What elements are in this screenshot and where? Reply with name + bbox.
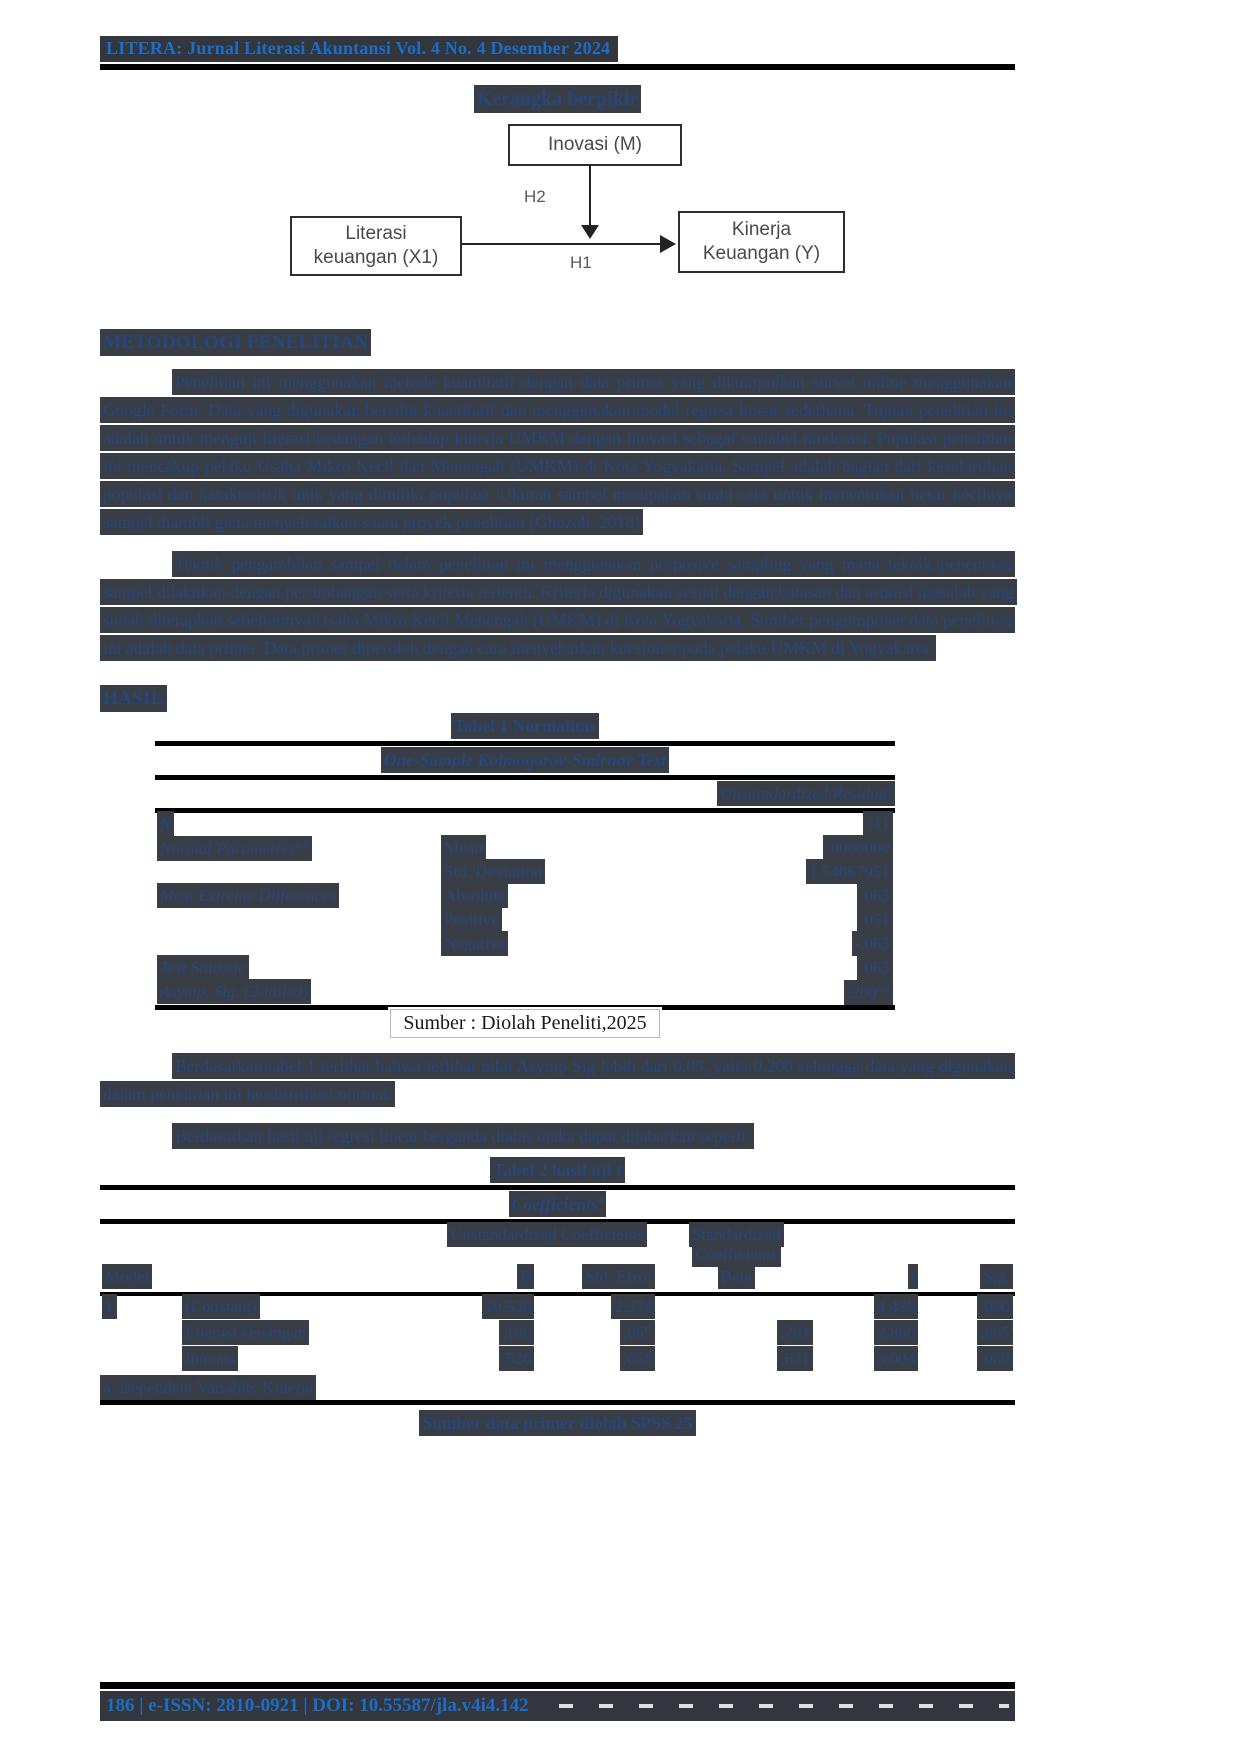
table1-body (155, 813, 895, 1005)
results-paragraph-2: Berdasarkan hasil uji regresi linear berganda diatas maka dapat dijabarkan seperti: (100, 1122, 1015, 1150)
header-rule (100, 64, 1015, 70)
table2-rule-bottom (100, 1400, 1015, 1405)
table1-title: Tabel 1 Normalitas (155, 716, 895, 737)
table-row: Test Statistic .065 (155, 957, 895, 981)
node-inovasi: Inovasi (M) (508, 124, 682, 166)
journal-title: LITERA: Jurnal Literasi Akuntansi Vol. 4 No. 4 Desember 2024 (106, 38, 611, 58)
table1-subtitle: One-Sample Kolmogorov-Smirnov Test (155, 750, 895, 771)
page-header (100, 0, 1015, 70)
table1-rule-top (155, 741, 895, 746)
table-row: Negative -.065 (155, 933, 895, 957)
table-row: Positive .051 (155, 909, 895, 933)
table2-caption: Sumber data primer diolah SPSS 25 (100, 1413, 1015, 1434)
table1-caption: Sumber : Diolah Peneliti,2025 (390, 1009, 659, 1038)
table1-caption-wrap (155, 1009, 895, 1038)
methodology-heading: METODOLOGI PENELITIAN (100, 332, 1015, 354)
table2-body (100, 1224, 1015, 1374)
table2-group-header-row: Unstandardized Coefficients Standardized Coefficients (100, 1224, 1015, 1266)
node-literasi-keuangan: Literasi keuangan (X1) (290, 216, 462, 276)
page-footer (100, 1682, 1015, 1721)
node-kinerja-keuangan: Kinerja Keuangan (Y) (678, 211, 845, 273)
table2-footnote: a. Dependent Variable: Kinerja (100, 1378, 1015, 1398)
table-row: Literasi keuangan ,186 ,065 ,201 2,860 ,005 (100, 1322, 1015, 1348)
table-row: 1 (Constant) 10,538 2,374 4,438 ,000 (100, 1294, 1015, 1322)
table2-subtitle: Coefficients$^a$ (100, 1194, 1015, 1215)
table1-normality (155, 716, 895, 1038)
table-row: N 111 (155, 813, 895, 837)
table-row: Most Extreme Differences Absolute .065 (155, 885, 895, 909)
arrow-h2-line (589, 164, 591, 226)
table2-ttest (100, 1160, 1015, 1434)
table2-title: Tabel 2 hasil uji t (100, 1160, 1015, 1181)
header-bar (100, 36, 618, 62)
table2-rule-top (100, 1185, 1015, 1190)
table-row: Inovasi ,526 ,058 ,631 9,004 ,000 (100, 1348, 1015, 1374)
arrow-h1-line (462, 243, 664, 245)
table-row: Normal Parameters$^{a,b}$ Mean .0000000 (155, 837, 895, 861)
results-paragraph-1: Berdasarkan tabel 1 terlihat bahwa terlihat nilai Asymp Sig lebih dari 0,05, yaitu 0,200 sehingga data yang digunakan dalam penelitian ini berdistribusi normal. (100, 1052, 1015, 1108)
methodology-paragraph-1: Penelitian ini menggunakan metode kuantitatif dengan data primer yang dikumpulkan survei online menggunakan Google Form. Data yang digunakan bersifat kuantitatif dan menggunakan model regresi linear sederhana. Tujuan penelitian ini adalah untuk menguji literasi keuangan terhadap kinerja UMKM dengan inovasi sebagai variabel moderasi. Populasi penelitian ini mencakup pelaku Usaha Mikro Kecil dan Menengah (UMKM) di Kota Yogyakarta. Sampel adalah bagian dari keseluruhan populasi dan karakteristik unik yang dimiliki populasi. Ukuran sampel merupakan suatu cara untuk menentukan besar kecilnya sampel diambil guna menyelesaikan suatu proyek penelitian (Ghozali, 2018) (100, 368, 1015, 536)
table1-column-header: Unstandardized Residual (155, 784, 895, 804)
table-row: Asymp. Sig. (2-tailed) .200$^{c,d}$ (155, 981, 895, 1005)
framework-diagram (100, 121, 1015, 306)
framework-title: Kerangka berpikir (100, 88, 1015, 111)
table-row: Std. Deviation 1.54867951 (155, 861, 895, 885)
footer-text: 186 | e-ISSN: 2810-0921 | DOI: 10.55587/jla.v4i4.142 (106, 1695, 529, 1716)
footer-dashes-decoration (559, 1704, 1009, 1708)
label-h2: H2 (524, 187, 546, 206)
footer-rule (100, 1682, 1015, 1689)
arrow-h2-head (581, 225, 599, 239)
footer-bar (100, 1691, 1015, 1721)
methodology-paragraph-2: Teknik pengambilan sampel dalam penelitian ini menggunakan purposive sampling yang mana teknik penentuan sampel dilakukan dengan pertimbangan serta kriteria tertentu. Kriteria digunakan sesuai dengan batasan dan asumsi masalah yang sudah diterapkan sebelumnya Usaha Mikro Kecil Menengah (UMKM) di Kota Yogyakarta. Sumber pengumpulan data penelitian ini adalah data primer. Data primer diperoleh dengan cara menyebarkan kuesioner pada pelaku UMKM di Yogyakarta. (100, 550, 1015, 662)
arrow-h1-head (660, 235, 676, 253)
table1-rule-mid (155, 775, 895, 780)
results-heading: HASIL (100, 688, 1015, 710)
table2-column-header-row: Model B Std. Error Beta t Sig. (100, 1266, 1015, 1294)
label-h1: H1 (570, 253, 592, 272)
